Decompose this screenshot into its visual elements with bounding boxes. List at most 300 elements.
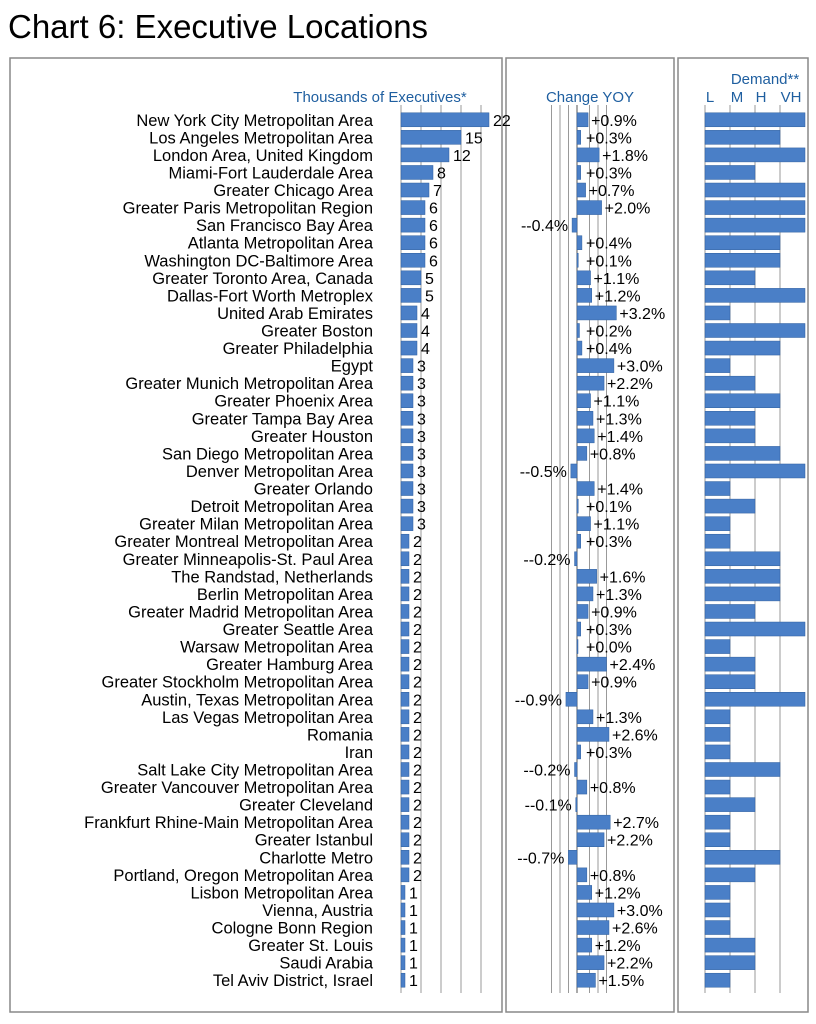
executives-value-label: 2 bbox=[413, 674, 422, 692]
change-yoy-label: +0.3% bbox=[586, 622, 632, 640]
change-yoy-bar bbox=[577, 411, 593, 425]
change-yoy-label: +1.8% bbox=[602, 147, 648, 165]
change-yoy-bar bbox=[577, 956, 604, 970]
change-yoy-label: +0.4% bbox=[586, 235, 632, 253]
executives-value-label: 2 bbox=[413, 850, 422, 868]
category-label: Detroit Metropolitan Area bbox=[190, 498, 373, 517]
category-label: Portland, Oregon Metropolitan Area bbox=[113, 866, 373, 885]
change-yoy-label: +3.0% bbox=[616, 358, 663, 376]
demand-bar bbox=[705, 499, 755, 513]
change-yoy-label: +2.6% bbox=[611, 920, 658, 938]
category-label: Dallas-Fort Worth Metroplex bbox=[166, 287, 373, 306]
panel-headers bbox=[293, 71, 801, 106]
demand-bar bbox=[705, 850, 780, 864]
demand-scale-label: VH bbox=[780, 89, 802, 106]
executives-value-label: 7 bbox=[433, 183, 442, 201]
executives-value-label: 4 bbox=[421, 341, 430, 359]
category-label: Austin, Texas Metropolitan Area bbox=[141, 691, 373, 710]
category-label: Los Angeles Metropolitan Area bbox=[149, 129, 373, 148]
demand-bar bbox=[705, 201, 805, 215]
executives-value-label: 3 bbox=[417, 499, 426, 517]
demand-bar bbox=[705, 288, 805, 302]
change-yoy-bar bbox=[568, 850, 577, 864]
executives-bar bbox=[401, 850, 409, 864]
demand-bar bbox=[705, 657, 755, 671]
executives-value-label: 3 bbox=[417, 481, 426, 499]
executives-bar bbox=[401, 324, 417, 338]
change-yoy-bar bbox=[576, 798, 577, 812]
change-yoy-bar bbox=[577, 359, 614, 373]
demand-bar bbox=[705, 640, 730, 654]
executives-bar bbox=[401, 165, 433, 179]
demand-bar bbox=[705, 956, 755, 970]
demand-bar bbox=[705, 534, 730, 548]
change-yoy-bar bbox=[577, 868, 587, 882]
demand-bar bbox=[705, 411, 755, 425]
category-label: Romania bbox=[306, 726, 373, 745]
executives-bar bbox=[401, 306, 417, 320]
demand-scale-label: M bbox=[730, 89, 744, 106]
executives-value-label: 15 bbox=[465, 130, 483, 148]
category-labels bbox=[84, 112, 374, 990]
change-yoy-label: +0.3% bbox=[586, 165, 632, 183]
change-yoy-label: +1.3% bbox=[595, 586, 642, 604]
change-yoy-label: +1.1% bbox=[593, 516, 640, 534]
change-yoy-label: +0.3% bbox=[586, 744, 632, 762]
change-yoy-label: +1.1% bbox=[593, 270, 640, 288]
executives-bar bbox=[401, 113, 489, 127]
demand-bar bbox=[705, 815, 730, 829]
category-label: Greater Istanbul bbox=[254, 831, 373, 850]
executives-value-label: 2 bbox=[413, 569, 422, 587]
change-yoy-bar bbox=[577, 446, 587, 460]
executives-header: Thousands of Executives* bbox=[293, 89, 467, 106]
executives-bar bbox=[401, 517, 413, 531]
change-yoy-label: --0.9% bbox=[514, 692, 562, 710]
demand-bar bbox=[705, 218, 805, 232]
change-yoy-label: +2.2% bbox=[607, 376, 653, 394]
category-label: Vienna, Austria bbox=[262, 901, 373, 920]
demand-bar bbox=[705, 587, 780, 601]
change-yoy-label: +2.7% bbox=[613, 815, 660, 833]
category-label: London Area, United Kingdom bbox=[152, 146, 373, 165]
change-yoy-label: +0.1% bbox=[586, 499, 632, 517]
category-label: Greater Hamburg Area bbox=[206, 656, 373, 675]
executives-value-label: 22 bbox=[493, 112, 511, 130]
executives-value-label: 2 bbox=[413, 551, 422, 569]
executives-bar bbox=[401, 288, 421, 302]
executives-value-label: 2 bbox=[413, 780, 422, 798]
executives-value-label: 2 bbox=[413, 639, 422, 657]
demand-bar bbox=[705, 921, 730, 935]
change-yoy-label: +0.8% bbox=[589, 780, 636, 798]
demand-bar bbox=[705, 394, 780, 408]
demand-bar bbox=[705, 341, 780, 355]
demand-bar bbox=[705, 552, 780, 566]
category-label: Greater Paris Metropolitan Region bbox=[122, 199, 373, 218]
category-label: Egypt bbox=[330, 357, 373, 376]
change-yoy-label: --0.7% bbox=[517, 850, 565, 868]
executives-value-label: 2 bbox=[413, 534, 422, 552]
change-yoy-bar bbox=[577, 288, 592, 302]
change-yoy-label: +2.2% bbox=[607, 832, 653, 850]
executives-bar bbox=[401, 622, 409, 636]
change-yoy-bar bbox=[577, 640, 578, 654]
executives-value-label: 2 bbox=[413, 692, 422, 710]
executives-bar bbox=[401, 148, 449, 162]
category-label: Greater Houston bbox=[251, 427, 373, 446]
change-yoy-bar bbox=[577, 341, 582, 355]
change-yoy-bar bbox=[577, 657, 607, 671]
executives-value-label: 3 bbox=[417, 516, 426, 534]
executives-value-label: 3 bbox=[417, 428, 426, 446]
executives-value-label: 6 bbox=[429, 235, 438, 253]
executives-bar bbox=[401, 534, 409, 548]
change-yoy-bar bbox=[577, 183, 586, 197]
executives-value-label: 2 bbox=[413, 586, 422, 604]
category-label: Greater Stockholm Metropolitan Area bbox=[101, 673, 373, 692]
executives-bar bbox=[401, 446, 413, 460]
category-label: Saudi Arabia bbox=[279, 954, 373, 973]
executives-bar bbox=[401, 359, 413, 373]
category-label: Greater Philadelphia bbox=[222, 340, 373, 359]
change-yoy-bar bbox=[577, 815, 610, 829]
change-yoy-bar bbox=[577, 236, 582, 250]
executives-value-label: 6 bbox=[429, 200, 438, 218]
change-yoy-label: +0.8% bbox=[589, 867, 636, 885]
executives-value-label: 6 bbox=[429, 218, 438, 236]
executives-bar bbox=[401, 956, 405, 970]
demand-bar bbox=[705, 376, 755, 390]
demand-bar bbox=[705, 622, 805, 636]
demand-bar bbox=[705, 885, 730, 899]
change-yoy-header: Change YOY bbox=[545, 89, 635, 106]
executives-value-label: 1 bbox=[409, 938, 418, 956]
executives-value-label: 2 bbox=[413, 709, 422, 727]
change-yoy-bar bbox=[577, 165, 581, 179]
change-yoy-label: +1.2% bbox=[594, 288, 641, 306]
category-label: Lisbon Metropolitan Area bbox=[190, 884, 373, 903]
change-yoy-bar bbox=[575, 552, 577, 566]
change-yoy-bar bbox=[577, 973, 595, 987]
change-yoy-bar bbox=[577, 938, 592, 952]
demand-bar bbox=[705, 710, 730, 724]
demand-bar bbox=[705, 306, 730, 320]
executives-bar bbox=[401, 201, 425, 215]
executives-bar bbox=[401, 745, 409, 759]
category-label: San Francisco Bay Area bbox=[195, 217, 373, 236]
executives-bar bbox=[401, 640, 409, 654]
change-yoy-label: +1.2% bbox=[594, 938, 641, 956]
change-yoy-bar bbox=[577, 675, 588, 689]
executives-bar bbox=[401, 587, 409, 601]
demand-scale-label: L bbox=[705, 89, 715, 106]
demand-bar bbox=[705, 482, 730, 496]
change-yoy-bar bbox=[577, 201, 602, 215]
category-label: Greater Orlando bbox=[253, 480, 373, 499]
change-yoy-label: --0.4% bbox=[520, 218, 569, 236]
executives-value-label: 2 bbox=[413, 867, 422, 885]
change-yoy-label: +0.3% bbox=[586, 130, 632, 148]
category-label: Salt Lake City Metropolitan Area bbox=[137, 761, 373, 780]
category-label: New York City Metropolitan Area bbox=[136, 111, 373, 130]
change-yoy-bar bbox=[577, 622, 581, 636]
category-label: Greater Seattle Area bbox=[222, 621, 373, 640]
demand-bar bbox=[705, 324, 805, 338]
executives-value-label: 2 bbox=[413, 797, 422, 815]
change-yoy-label: +1.3% bbox=[595, 709, 642, 727]
executives-bar bbox=[401, 903, 405, 917]
category-label: Frankfurt Rhine-Main Metropolitan Area bbox=[84, 814, 373, 833]
chart-title: Chart 6: Executive Locations bbox=[8, 8, 429, 45]
change-yoy-label: +3.2% bbox=[619, 305, 666, 323]
category-label: Denver Metropolitan Area bbox=[185, 462, 373, 481]
executives-value-label: 2 bbox=[413, 762, 422, 780]
change-yoy-label: +2.4% bbox=[609, 657, 656, 675]
change-yoy-label: +2.0% bbox=[604, 200, 651, 218]
category-label: Greater Milan Metropolitan Area bbox=[139, 515, 373, 534]
executives-value-label: 2 bbox=[413, 815, 422, 833]
change-yoy-bar bbox=[577, 780, 587, 794]
demand-bar bbox=[705, 464, 805, 478]
demand-bar bbox=[705, 165, 755, 179]
change-yoy-label: +0.2% bbox=[586, 323, 632, 341]
executives-bar bbox=[401, 973, 405, 987]
executives-bar bbox=[401, 499, 413, 513]
change-yoy-bar bbox=[577, 324, 579, 338]
change-yoy-bar bbox=[577, 604, 588, 618]
change-yoy-bar bbox=[577, 534, 581, 548]
demand-bar bbox=[705, 745, 730, 759]
change-yoy-label: +0.1% bbox=[586, 253, 632, 271]
category-label: Atlanta Metropolitan Area bbox=[187, 234, 373, 253]
category-label: Miami-Fort Lauderdale Area bbox=[168, 164, 373, 183]
demand-bar bbox=[705, 113, 805, 127]
change-yoy-bar bbox=[577, 727, 609, 741]
executives-bar bbox=[401, 692, 409, 706]
change-yoy-label: +1.5% bbox=[598, 973, 645, 991]
change-yoy-bar bbox=[577, 517, 591, 531]
change-yoy-bar bbox=[577, 394, 591, 408]
change-yoy-bar bbox=[577, 482, 594, 496]
executives-bar bbox=[401, 130, 461, 144]
executives-bar bbox=[401, 727, 409, 741]
executives-value-label: 6 bbox=[429, 253, 438, 271]
change-yoy-label: +0.7% bbox=[588, 183, 635, 201]
executives-value-label: 8 bbox=[437, 165, 446, 183]
change-yoy-bar bbox=[577, 587, 593, 601]
change-yoy-label: +2.2% bbox=[607, 955, 653, 973]
demand-bar bbox=[705, 148, 805, 162]
demand-bar bbox=[705, 271, 755, 285]
demand-bar bbox=[705, 903, 730, 917]
executives-bar bbox=[401, 376, 413, 390]
change-yoy-label: +0.4% bbox=[586, 341, 632, 359]
executives-bar bbox=[401, 815, 409, 829]
executives-bar bbox=[401, 780, 409, 794]
demand-bar bbox=[705, 359, 730, 373]
category-label: Greater Boston bbox=[261, 322, 373, 341]
demand-bar bbox=[705, 973, 730, 987]
executives-bar bbox=[401, 657, 409, 671]
demand-bar bbox=[705, 183, 805, 197]
change-yoy-bar bbox=[577, 499, 578, 513]
category-label: Greater Tampa Bay Area bbox=[191, 410, 373, 429]
executives-value-label: 12 bbox=[453, 147, 471, 165]
change-yoy-bar bbox=[577, 429, 594, 443]
category-label: United Arab Emirates bbox=[217, 304, 373, 323]
change-yoy-bar bbox=[577, 130, 581, 144]
change-yoy-label: --0.1% bbox=[524, 797, 572, 815]
category-label: Greater Cleveland bbox=[239, 796, 373, 815]
category-label: Cologne Bonn Region bbox=[211, 919, 373, 938]
category-label: Greater Vancouver Metropolitan Area bbox=[100, 779, 373, 798]
change-yoy-label: --0.2% bbox=[523, 762, 571, 780]
change-yoy-label: +1.4% bbox=[597, 481, 644, 499]
executives-value-label: 1 bbox=[409, 955, 418, 973]
change-yoy-label: +1.6% bbox=[599, 569, 646, 587]
executives-bar bbox=[401, 236, 425, 250]
change-yoy-bar bbox=[577, 710, 593, 724]
executives-value-label: 2 bbox=[413, 832, 422, 850]
executives-bar bbox=[401, 921, 405, 935]
executives-bar bbox=[401, 763, 409, 777]
category-label: San Diego Metropolitan Area bbox=[162, 445, 373, 464]
category-label: Greater Madrid Metropolitan Area bbox=[128, 603, 373, 622]
category-label: Las Vegas Metropolitan Area bbox=[162, 708, 373, 727]
category-label: Berlin Metropolitan Area bbox=[196, 585, 373, 604]
executives-value-label: 2 bbox=[413, 604, 422, 622]
demand-bar bbox=[705, 604, 755, 618]
executives-bar bbox=[401, 552, 409, 566]
executives-value-label: 1 bbox=[409, 920, 418, 938]
change-yoy-label: +1.4% bbox=[597, 428, 644, 446]
category-label: Iran bbox=[344, 743, 373, 762]
change-yoy-label: +1.2% bbox=[594, 885, 641, 903]
demand-bar bbox=[705, 253, 780, 267]
change-yoy-label: --0.2% bbox=[523, 551, 571, 569]
demand-bar bbox=[705, 569, 780, 583]
category-label: Washington DC-Baltimore Area bbox=[144, 252, 373, 271]
category-label: Greater Toronto Area, Canada bbox=[152, 269, 373, 288]
executives-value-label: 3 bbox=[417, 446, 426, 464]
change-yoy-bar bbox=[566, 692, 577, 706]
demand-bar bbox=[705, 798, 755, 812]
change-yoy-bar bbox=[577, 569, 597, 583]
executives-value-label: 4 bbox=[421, 323, 430, 341]
executives-bar bbox=[401, 253, 425, 267]
change-yoy-label: --0.5% bbox=[519, 463, 567, 481]
executives-value-label: 3 bbox=[417, 463, 426, 481]
category-label: Warsaw Metropolitan Area bbox=[180, 638, 373, 657]
change-yoy-label: +1.3% bbox=[595, 411, 642, 429]
change-yoy-bar bbox=[577, 306, 616, 320]
demand-bar bbox=[705, 692, 805, 706]
change-yoy-bar bbox=[577, 903, 614, 917]
executives-value-label: 4 bbox=[421, 305, 430, 323]
change-yoy-label: +3.0% bbox=[616, 902, 663, 920]
change-yoy-label: +2.6% bbox=[611, 727, 658, 745]
change-yoy-label: +0.9% bbox=[591, 112, 637, 130]
executives-value-label: 2 bbox=[413, 744, 422, 762]
demand-bar bbox=[705, 675, 755, 689]
executives-bar bbox=[401, 183, 429, 197]
change-yoy-bar bbox=[572, 218, 577, 232]
category-label: Greater Minneapolis-St. Paul Area bbox=[122, 550, 373, 569]
change-yoy-label: +0.8% bbox=[589, 446, 636, 464]
executives-bar bbox=[401, 798, 409, 812]
change-yoy-label: +0.0% bbox=[586, 639, 632, 657]
change-yoy-bar bbox=[577, 921, 609, 935]
demand-header: Demand** bbox=[730, 71, 800, 88]
executives-value-label: 1 bbox=[409, 885, 418, 903]
change-yoy-label: +1.1% bbox=[593, 393, 640, 411]
executives-bar bbox=[401, 218, 425, 232]
executives-bar bbox=[401, 938, 405, 952]
executives-bar bbox=[401, 569, 409, 583]
executives-bar bbox=[401, 710, 409, 724]
executives-value-label: 5 bbox=[425, 270, 434, 288]
demand-bar bbox=[705, 517, 730, 531]
demand-bar bbox=[705, 429, 755, 443]
executives-value-label: 3 bbox=[417, 358, 426, 376]
executives-value-label: 2 bbox=[413, 727, 422, 745]
change-yoy-bar bbox=[577, 253, 578, 267]
change-yoy-bar bbox=[577, 113, 588, 127]
executives-bar bbox=[401, 394, 413, 408]
demand-bar bbox=[705, 780, 730, 794]
executives-bars bbox=[401, 113, 511, 990]
change-yoy-bar bbox=[571, 464, 577, 478]
executives-value-label: 2 bbox=[413, 622, 422, 640]
demand-bar bbox=[705, 236, 780, 250]
change-yoy-label: +0.3% bbox=[586, 534, 632, 552]
executives-bar bbox=[401, 464, 413, 478]
executives-bar bbox=[401, 341, 417, 355]
executives-bar bbox=[401, 482, 413, 496]
change-yoy-bar bbox=[577, 833, 604, 847]
executives-bar bbox=[401, 604, 409, 618]
category-label: Greater St. Louis bbox=[248, 937, 373, 956]
executives-bar bbox=[401, 868, 409, 882]
demand-bar bbox=[705, 130, 780, 144]
demand-bar bbox=[705, 938, 755, 952]
change-yoy-label: +0.9% bbox=[591, 674, 637, 692]
change-yoy-bar bbox=[577, 271, 591, 285]
demand-bar bbox=[705, 446, 780, 460]
executives-bar bbox=[401, 833, 409, 847]
category-label: Greater Montreal Metropolitan Area bbox=[114, 533, 373, 552]
executives-bar bbox=[401, 411, 413, 425]
category-label: Greater Munich Metropolitan Area bbox=[125, 375, 373, 394]
executives-value-label: 3 bbox=[417, 393, 426, 411]
change-yoy-bar bbox=[575, 763, 577, 777]
executives-value-label: 1 bbox=[409, 973, 418, 991]
executives-value-label: 3 bbox=[417, 411, 426, 429]
category-label: Greater Phoenix Area bbox=[214, 392, 373, 411]
demand-bar bbox=[705, 868, 755, 882]
category-label: Charlotte Metro bbox=[259, 849, 373, 868]
executives-bar bbox=[401, 271, 421, 285]
executives-value-label: 2 bbox=[413, 657, 422, 675]
change-yoy-bar bbox=[577, 148, 599, 162]
executives-bar bbox=[401, 885, 405, 899]
executives-bar bbox=[401, 429, 413, 443]
demand-bar bbox=[705, 833, 730, 847]
category-label: Greater Chicago Area bbox=[213, 182, 373, 201]
executives-value-label: 3 bbox=[417, 376, 426, 394]
category-label: The Randstad, Netherlands bbox=[171, 568, 373, 587]
